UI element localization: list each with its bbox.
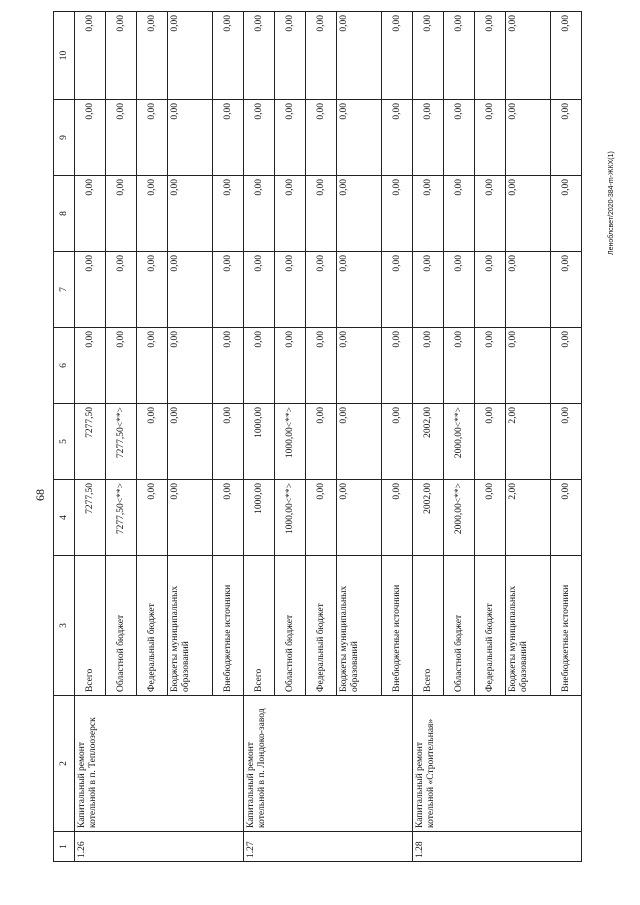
value-cell: 0,00: [506, 328, 551, 404]
funding-source: Внебюджетные источники: [213, 556, 244, 696]
row-number: 1.27: [244, 832, 413, 862]
value-cell: 0,00: [444, 252, 475, 328]
value-cell: 0,00: [168, 328, 213, 404]
row-number: 1.28: [413, 832, 582, 862]
value-cell: 0,00: [382, 176, 413, 252]
header-cell: 10: [54, 12, 75, 100]
value-cell: 0,00: [137, 480, 168, 556]
value-cell: 0,00: [244, 12, 275, 100]
funding-source: Всего: [244, 556, 275, 696]
table-row: [75, 12, 106, 862]
value-cell: 0,00: [168, 404, 213, 480]
value-cell: 0,00: [75, 12, 106, 100]
funding-source: Бюджеты муниципальных образований: [337, 556, 382, 696]
value-cell: 0,00: [506, 252, 551, 328]
value-cell: 0,00: [244, 100, 275, 176]
value-cell: 0,00: [306, 252, 337, 328]
value-cell: 0,00: [475, 404, 506, 480]
value-cell: 0,00: [382, 100, 413, 176]
value-cell: 2000,00<**>: [444, 404, 475, 480]
value-cell: 0,00: [137, 12, 168, 100]
value-cell: 0,00: [306, 176, 337, 252]
funding-source: Всего: [75, 556, 106, 696]
value-cell: 0,00: [551, 100, 582, 176]
project-name: Капитальный ремонт котельной в п. Теплоозерск: [75, 696, 244, 832]
table-row: [413, 12, 444, 862]
value-cell: 0,00: [413, 252, 444, 328]
funding-source: Бюджеты муниципальных образований: [506, 556, 551, 696]
value-cell: 0,00: [168, 100, 213, 176]
value-cell: 0,00: [75, 328, 106, 404]
funding-source: Областной бюджет: [106, 556, 137, 696]
value-cell: 0,00: [275, 176, 306, 252]
funding-source: Федеральный бюджет: [137, 556, 168, 696]
value-cell: 7277,50: [75, 480, 106, 556]
page-number: 68: [33, 489, 47, 501]
value-cell: 0,00: [337, 480, 382, 556]
header-cell: 8: [54, 176, 75, 252]
funding-source: Федеральный бюджет: [306, 556, 337, 696]
value-cell: 0,00: [413, 12, 444, 100]
row-number: 1.26: [75, 832, 244, 862]
value-cell: 0,00: [213, 12, 244, 100]
value-cell: 0,00: [551, 176, 582, 252]
value-cell: 0,00: [413, 176, 444, 252]
value-cell: 0,00: [213, 176, 244, 252]
value-cell: 0,00: [106, 328, 137, 404]
value-cell: 0,00: [551, 252, 582, 328]
value-cell: 0,00: [244, 328, 275, 404]
value-cell: 0,00: [551, 404, 582, 480]
value-cell: 0,00: [168, 252, 213, 328]
value-cell: 0,00: [168, 176, 213, 252]
value-cell: 0,00: [137, 252, 168, 328]
value-cell: 0,00: [75, 176, 106, 252]
value-cell: 0,00: [382, 328, 413, 404]
value-cell: 0,00: [337, 176, 382, 252]
value-cell: 0,00: [444, 100, 475, 176]
value-cell: 0,00: [213, 252, 244, 328]
value-cell: 0,00: [506, 100, 551, 176]
value-cell: 0,00: [106, 12, 137, 100]
value-cell: 0,00: [413, 328, 444, 404]
value-cell: 0,00: [213, 480, 244, 556]
value-cell: 0,00: [306, 12, 337, 100]
value-cell: 0,00: [75, 252, 106, 328]
value-cell: 0,00: [382, 480, 413, 556]
value-cell: 1000,00: [244, 404, 275, 480]
value-cell: 0,00: [382, 252, 413, 328]
value-cell: 0,00: [213, 100, 244, 176]
value-cell: 0,00: [337, 252, 382, 328]
funding-source: Федеральный бюджет: [475, 556, 506, 696]
value-cell: 0,00: [337, 328, 382, 404]
value-cell: 0,00: [106, 100, 137, 176]
value-cell: 0,00: [137, 328, 168, 404]
value-cell: 0,00: [475, 100, 506, 176]
header-row: [54, 12, 75, 862]
value-cell: 0,00: [551, 328, 582, 404]
value-cell: 2,00: [506, 404, 551, 480]
header-cell: 6: [54, 328, 75, 404]
value-cell: 0,00: [382, 404, 413, 480]
value-cell: 0,00: [551, 12, 582, 100]
value-cell: 2002,00: [413, 404, 444, 480]
value-cell: 0,00: [306, 404, 337, 480]
value-cell: 0,00: [475, 480, 506, 556]
value-cell: 0,00: [137, 404, 168, 480]
value-cell: 0,00: [551, 480, 582, 556]
value-cell: 0,00: [275, 100, 306, 176]
value-cell: 0,00: [168, 12, 213, 100]
value-cell: 0,00: [413, 100, 444, 176]
project-name: Капитальный ремонт котельной в п. Лондоко-завод: [244, 696, 413, 832]
table-row: [244, 12, 275, 862]
value-cell: 2002,00: [413, 480, 444, 556]
value-cell: 0,00: [137, 100, 168, 176]
funding-source: Бюджеты муниципальных образований: [168, 556, 213, 696]
funding-source: Всего: [413, 556, 444, 696]
value-cell: 0,00: [213, 404, 244, 480]
footer-doc-code: Леноблсвет/2020-384-m-ЖКХ(1): [608, 151, 615, 255]
header-cell: 5: [54, 404, 75, 480]
value-cell: 0,00: [106, 176, 137, 252]
table-body: [75, 12, 582, 862]
value-cell: 1000,00<**>: [275, 404, 306, 480]
header-cell: 1: [54, 832, 75, 862]
value-cell: 7277,50: [75, 404, 106, 480]
value-cell: 0,00: [337, 100, 382, 176]
header-cell: 4: [54, 480, 75, 556]
funding-source: Областной бюджет: [444, 556, 475, 696]
value-cell: 0,00: [244, 176, 275, 252]
value-cell: 0,00: [306, 328, 337, 404]
value-cell: 2000,00<**>: [444, 480, 475, 556]
value-cell: 0,00: [137, 176, 168, 252]
value-cell: 0,00: [306, 480, 337, 556]
header-cell: 7: [54, 252, 75, 328]
value-cell: 0,00: [337, 12, 382, 100]
value-cell: 0,00: [275, 328, 306, 404]
value-cell: 0,00: [475, 176, 506, 252]
value-cell: 0,00: [275, 12, 306, 100]
funding-source: Внебюджетные источники: [551, 556, 582, 696]
value-cell: 1000,00: [244, 480, 275, 556]
project-name: Капитальный ремонт котельной «Строительная»: [413, 696, 582, 832]
value-cell: 0,00: [444, 176, 475, 252]
value-cell: 0,00: [106, 252, 137, 328]
value-cell: 0,00: [506, 12, 551, 100]
header-cell: 3: [54, 556, 75, 696]
value-cell: 0,00: [444, 12, 475, 100]
value-cell: 7277,50<**>: [106, 404, 137, 480]
value-cell: 0,00: [506, 176, 551, 252]
value-cell: 0,00: [213, 328, 244, 404]
value-cell: 0,00: [275, 252, 306, 328]
funding-source: Областной бюджет: [275, 556, 306, 696]
value-cell: 0,00: [168, 480, 213, 556]
value-cell: 2,00: [506, 480, 551, 556]
value-cell: 0,00: [244, 252, 275, 328]
funding-table: [53, 11, 582, 862]
value-cell: 7277,50<**>: [106, 480, 137, 556]
value-cell: 0,00: [475, 12, 506, 100]
value-cell: 0,00: [382, 12, 413, 100]
value-cell: 1000,00<**>: [275, 480, 306, 556]
header-cell: 2: [54, 696, 75, 832]
value-cell: 0,00: [306, 100, 337, 176]
header-cell: 9: [54, 100, 75, 176]
value-cell: 0,00: [444, 328, 475, 404]
value-cell: 0,00: [475, 328, 506, 404]
value-cell: 0,00: [337, 404, 382, 480]
funding-source: Внебюджетные источники: [382, 556, 413, 696]
value-cell: 0,00: [475, 252, 506, 328]
value-cell: 0,00: [75, 100, 106, 176]
